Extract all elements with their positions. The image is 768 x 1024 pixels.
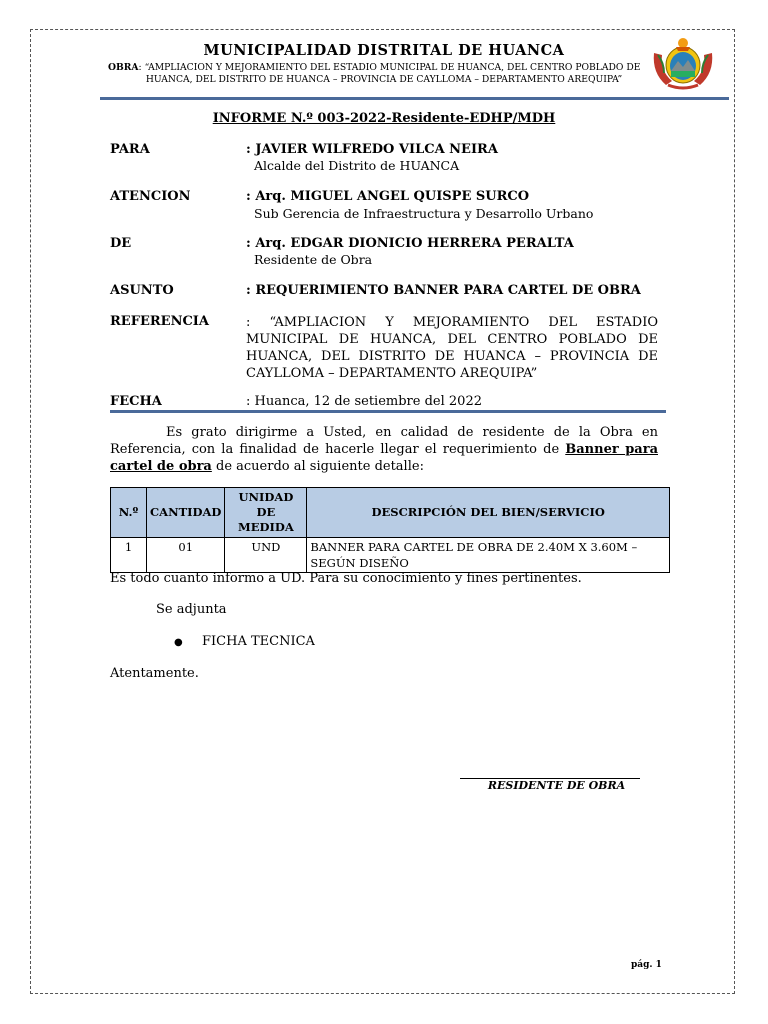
atencion-label: ATENCION: [110, 189, 191, 204]
header-quantity: CANTIDAD: [147, 488, 225, 538]
de-value: : Arq. EDGAR DIONICIO HERRERA PERALTA: [246, 236, 574, 251]
obra-label: OBRA: [108, 62, 139, 73]
fecha-value: : Huanca, 12 de setiembre del 2022: [246, 394, 482, 409]
obra-line-1: : “AMPLIACION Y MEJORAMIENTO DEL ESTADIO MUNICIPAL DE HUANCA, DEL CENTRO POBLADO DE: [138, 62, 641, 73]
closing-text: Es todo cuanto informo a UD. Para su conocimiento y fines pertinentes.: [110, 571, 582, 586]
cell-description: BANNER PARA CARTEL DE OBRA DE 2.40M X 3.60M – SEGÚN DISEÑO: [307, 538, 670, 573]
attach-text: Se adjunta: [156, 602, 227, 617]
header-unit: UNIDAD DE MEDIDA: [225, 488, 307, 538]
salutation: Atentamente.: [110, 666, 199, 681]
municipal-coat-of-arms-icon: [650, 33, 716, 93]
obra-header: [108, 62, 660, 86]
para-value: : JAVIER WILFREDO VILCA NEIRA: [246, 142, 498, 157]
intro-paragraph: [110, 424, 658, 475]
bullet-icon: ●: [174, 637, 183, 648]
intro-highlight: Banner para cartel de obra: [110, 442, 658, 474]
section-rule: [110, 410, 666, 413]
referencia-value: : “AMPLIACION Y MEJORAMIENTO DEL ESTADIO MUNICIPAL DE HUANCA, DEL CENTRO POBLADO DE HUANCA, DEL DISTRITO DE HUANCA – PROVINCIA DE CAYLLOMA – DEPARTAMENTO AREQUIPA”: [246, 315, 658, 381]
de-sub: Residente de Obra: [254, 252, 373, 267]
attach-item: FICHA TECNICA: [202, 634, 315, 649]
requirement-table: [110, 487, 670, 573]
cell-unit: UND: [225, 538, 307, 573]
atencion-value: : Arq. MIGUEL ANGEL QUISPE SURCO: [246, 189, 530, 204]
municipality-title: MUNICIPALIDAD DISTRITAL DE HUANCA: [203, 42, 565, 59]
header-number: N.º: [111, 488, 147, 538]
intro-text-1: Es grato dirigirme a Usted, en calidad de residente de la Obra en Referencia, con la finalidad de hacerle llegar el requerimiento de: [110, 425, 658, 457]
report-title: INFORME N.º 003-2022-Residente-EDHP/MDH: [212, 111, 556, 126]
para-sub: Alcalde del Distrito de HUANCA: [254, 158, 460, 173]
header-description: DESCRIPCIÓN DEL BIEN/SERVICIO: [307, 488, 670, 538]
de-label: DE: [110, 236, 132, 251]
header-rule: [100, 97, 729, 100]
table-row: [111, 538, 670, 573]
fecha-label: FECHA: [110, 394, 162, 409]
intro-text-2: de acuerdo al siguiente detalle:: [211, 459, 424, 474]
cell-number: 1: [111, 538, 147, 573]
referencia-label: REFERENCIA: [110, 314, 209, 329]
asunto-label: ASUNTO: [110, 283, 174, 298]
asunto-value: : REQUERIMIENTO BANNER PARA CARTEL DE OBRA: [246, 283, 641, 298]
table-header-row: [111, 488, 670, 538]
cell-quantity: 01: [147, 538, 225, 573]
atencion-sub: Sub Gerencia de Infraestructura y Desarrollo Urbano: [254, 206, 594, 221]
page-number: pág. 1: [631, 960, 662, 970]
obra-line-2: HUANCA, DEL DISTRITO DE HUANCA – PROVINCIA DE CAYLLOMA – DEPARTAMENTO AREQUIPA”: [145, 74, 623, 85]
para-label: PARA: [110, 142, 150, 157]
signature-role: RESIDENTE DE OBRA: [487, 779, 626, 792]
